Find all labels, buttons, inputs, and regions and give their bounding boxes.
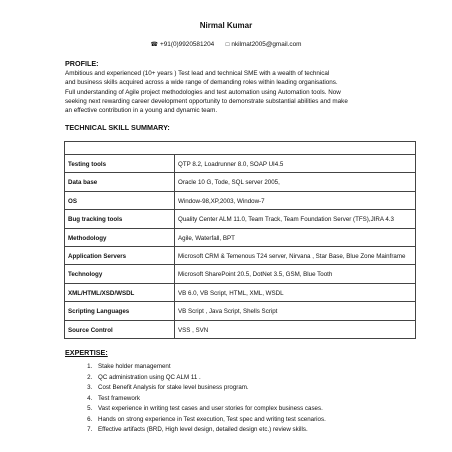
table-row — [65, 265, 416, 283]
table-row — [65, 155, 416, 173]
profile-text — [65, 69, 420, 115]
phone-icon: ☎ — [150, 42, 158, 48]
list-item: 7. Effective artifacts (BRD, High level design, detailed design etc.) review skills. — [94, 425, 424, 436]
skill-key: OS — [65, 191, 175, 209]
table-row — [65, 210, 416, 228]
table-row — [65, 228, 416, 246]
profile-line: and business skills acquired across a wide range of demanding roles within leading organisations. — [65, 79, 338, 87]
table-row — [65, 320, 416, 338]
skills-table — [64, 141, 416, 339]
table-row — [65, 283, 416, 301]
profile-line: seeking next rewarding career development opportunity to demonstrate substantial abilities and make — [65, 97, 348, 105]
list-item: 3. Cost Benefit Analysis for stake level business program. — [94, 383, 424, 394]
table-row — [65, 302, 416, 320]
skill-key: Technology — [65, 265, 175, 283]
skill-key: Testing tools — [65, 155, 175, 173]
skill-value: VB 6.0, VB Script, HTML, XML, WSDL — [175, 283, 416, 301]
contact-line — [0, 41, 452, 48]
skill-value: Window-98,XP,2003, Window-7 — [175, 191, 416, 209]
email-icon: □ — [225, 42, 230, 48]
skill-value: QTP 8.2, Loadrunner 8.0, SOAP UI4.5 — [175, 155, 416, 173]
skill-key: Bug tracking tools — [65, 210, 175, 228]
table-row — [65, 142, 416, 155]
profile-line: an effective contribution in a young and dynamic team. — [65, 107, 218, 115]
skills-heading: TECHNICAL SKILL SUMMARY: — [65, 123, 170, 132]
skill-value: Oracle 10 G, Tode, SQL server 2005, — [175, 173, 416, 191]
skill-key: Data base — [65, 173, 175, 191]
table-row — [65, 247, 416, 265]
list-item: 1. Stake holder management — [94, 362, 424, 373]
email-address: nkilmat2005@gmail.com — [231, 41, 302, 48]
skill-key: Application Servers — [65, 247, 175, 265]
candidate-name: Nirmal Kumar — [199, 21, 253, 30]
table-row — [65, 191, 416, 209]
expertise-list — [82, 362, 424, 436]
skill-key: Scripting Languages — [65, 302, 175, 320]
expertise-heading: EXPERTISE: — [65, 348, 108, 357]
phone-number: +91(0)9920581204 — [160, 41, 215, 48]
skill-value: Microsoft SharePoint 20.5, DotNet 3.5, GSM, Blue Tooth — [175, 265, 416, 283]
skill-value: Agile, Waterfall, BPT — [175, 228, 416, 246]
skill-value: Microsoft CRM & Temenous T24 server, Nirvana , Star Base, Blue Zone Mainframe — [175, 247, 416, 265]
profile-heading: PROFILE: — [65, 59, 99, 68]
list-item: 4. Test framework — [94, 394, 424, 405]
skill-value: VB Script , Java Script, Shells Script — [175, 302, 416, 320]
skill-key: Methodology — [65, 228, 175, 246]
skill-value: VSS , SVN — [175, 320, 416, 338]
skill-key: Source Control — [65, 320, 175, 338]
skill-value: Quality Center ALM 11.0, Team Track, Team Foundation Server (TFS),JIRA 4.3 — [175, 210, 416, 228]
profile-line: Ambitious and experienced (10+ years ) Test lead and technical SME with a wealth of technical — [65, 70, 330, 77]
list-item: 6. Hands on strong experience in Test execution, Test spec and writing test scenarios. — [94, 415, 424, 426]
list-item: 2. QC administration using QC ALM 11 . — [94, 373, 424, 384]
profile-line: Full understanding of Agile project methodologies and test automation using Automation tools. Now — [65, 88, 341, 96]
table-row — [65, 173, 416, 191]
list-item: 5. Vast experience in writing test cases and user stories for complex business cases. — [94, 404, 424, 415]
skill-key: XML/HTML/XSD/WSDL — [65, 283, 175, 301]
